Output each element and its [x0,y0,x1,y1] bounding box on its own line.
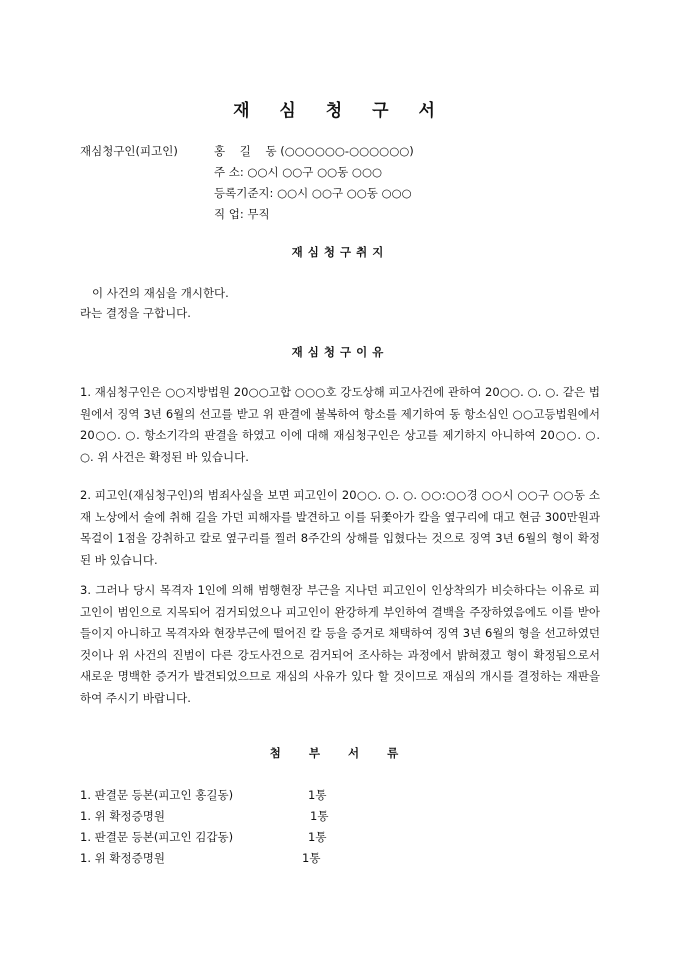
reason-item-3: 3. 그러나 당시 목격자 1인에 의해 범행현장 부근을 지나던 피고인이 인상착의가 비슷하다는 이유로 피고인이 범인으로 지목되어 검거되었으나 피고인이 완강하게 부인하여 결백을 주장하였음에도 이를 받아들이지 아니하고 목격자와 현장부근에 떨어진 칼 등을 증거로 채택하여 징역 3년 6월의 형을 선고하였던 것이나 위 사건의 진범이 다른 강도사건으로 검거되어 조사하는 과정에서 밝혀졌고 형이 확정됨으로서 새로운 명백한 증거가 발견되었으므로 재심의 사유가 있다 할 것이므로 재심의 개시를 결정하는 재판을 하여 주시기 바랍니다. [80,583,600,705]
attachment-count: 1통 [310,809,329,823]
petitioner-address: 주 소: ○○시 ○○구 ○○동 ○○○ [214,165,383,179]
attachment-name: 1. 위 확정증명원 [80,851,165,865]
reason-item-1: 1. 재심청구인은 ○○지방법원 20○○고합 ○○○호 강도상해 피고사건에 관하여 20○○. ○. ○. 같은 법원에서 징역 3년 6월의 선고를 받고 위 판결에 불복하여 항소를 제기하여 동 항소심인 ○○고등법원에서 20○○. ○. 항소기각의 판결을 하였고 이에 대해 재심청구인은 상고를 제기하지 아니하여 20○○. ○. ○. 위 사건은 확정된 바 있습니다. [80,385,600,464]
attachment-count: 1통 [302,851,321,865]
document-title: 재 심 청 구 서 [233,101,447,121]
attachment-name: 1. 판결문 등본(피고인 김갑동) [80,830,234,844]
petitioner-registered: 등록기준지: ○○시 ○○구 ○○동 ○○○ [214,186,412,200]
reason-item-2: 2. 피고인(재심청구인)의 범죄사실을 보면 피고인이 20○○. ○. ○. ○○:○○경 ○○시 ○○구 ○○동 소재 노상에서 술에 취해 길을 가던 피해자를 발견하고 이를 뒤쫓아가 칼을 옆구리에 대고 현금 300만원과 목걸이 1점을 강취하고 칼로 옆구리를 찔러 8주간의 상해를 입혔다는 것으로 징역 3년 6월의 형이 확정된 바 있습니다. [80,488,600,567]
purpose-line-1: 이 사건의 재심을 개시한다. [92,286,229,300]
attachment-name: 1. 판결문 등본(피고인 홍길동) [80,788,234,802]
purpose-line-2: 라는 결정을 구합니다. [80,306,191,320]
attachment-count: 1통 [308,830,327,844]
attachment-count: 1통 [308,788,327,802]
attachments-heading: 첨 부 서 류 [269,746,411,760]
reasons-heading: 재심청구이유 [291,345,389,359]
petitioner-label: 재심청구인(피고인) [80,144,178,158]
purpose-heading: 재심청구취지 [291,245,389,259]
petitioner-occupation: 직 업: 무직 [214,207,270,221]
attachment-name: 1. 위 확정증명원 [80,809,165,823]
petitioner-name: 홍 길 동 (○○○○○○-○○○○○○) [214,144,414,158]
